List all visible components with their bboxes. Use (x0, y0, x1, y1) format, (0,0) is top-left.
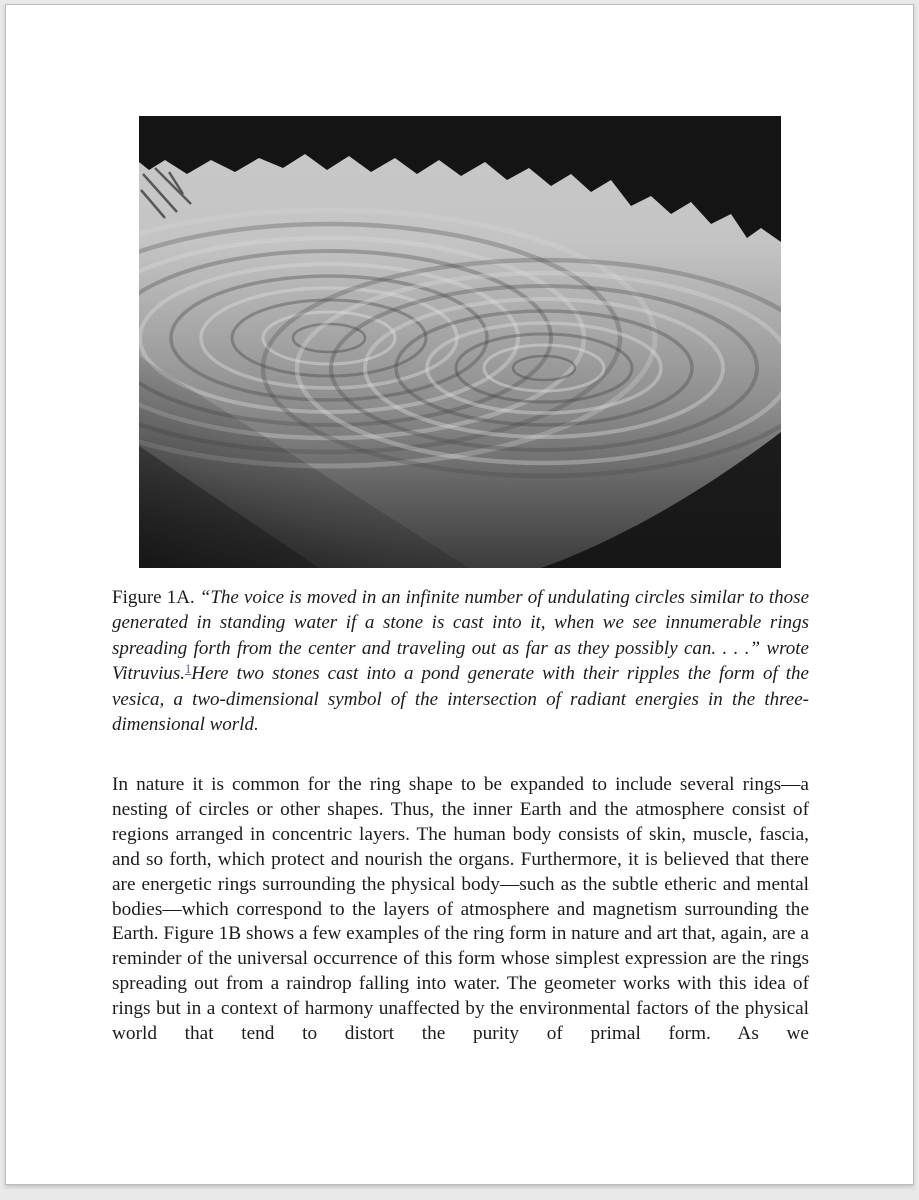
figure-caption-rest: Here two stones cast into a pond generate with their ripples the form of the vesica, a two-dimensional symbol of the intersection of radiant energies in the three-dimensional world. (112, 663, 809, 736)
body-paragraph: In nature it is common for the ring shape to be expanded to include several rings—a nesting of circles or other shapes. Thus, the inner Earth and the atmosphere consist of regions arranged in concentric layers. The human body consists of skin, muscle, fascia, and so forth, which protect and nourish the organs. Furthermore, it is believed that there are energetic rings surrounding the physical body—such as the subtle etheric and mental bodies—which correspond to the layers of atmosphere and magnetism surrounding the Earth. Figure 1B shows a few examples of the ring form in nature and art that, again, are a reminder of the universal occurrence of this form whose simplest expression are the rings spreading out from a raindrop falling into water. The geometer works with this idea of rings but in a context of harmony unaffected by the environmental factors of the physical world that tend to distort the purity of primal form. As we (112, 774, 809, 1045)
figure-caption (112, 585, 809, 737)
figure-1a-image (139, 116, 781, 568)
pond-ripples-illustration (139, 116, 781, 568)
figure-caption-label: Figure 1A. (112, 587, 195, 608)
figure-caption-quote: “The voice is moved in an infinite number of undulating circles similar to those generated in standing water if a stone is cast into it, when we see innumerable rings spreading forth from the center and traveling out as far as they possibly can. . . .” wrote Vitruvius. (112, 587, 809, 685)
footnote-link[interactable]: 1 (185, 662, 192, 677)
book-page (5, 4, 914, 1185)
